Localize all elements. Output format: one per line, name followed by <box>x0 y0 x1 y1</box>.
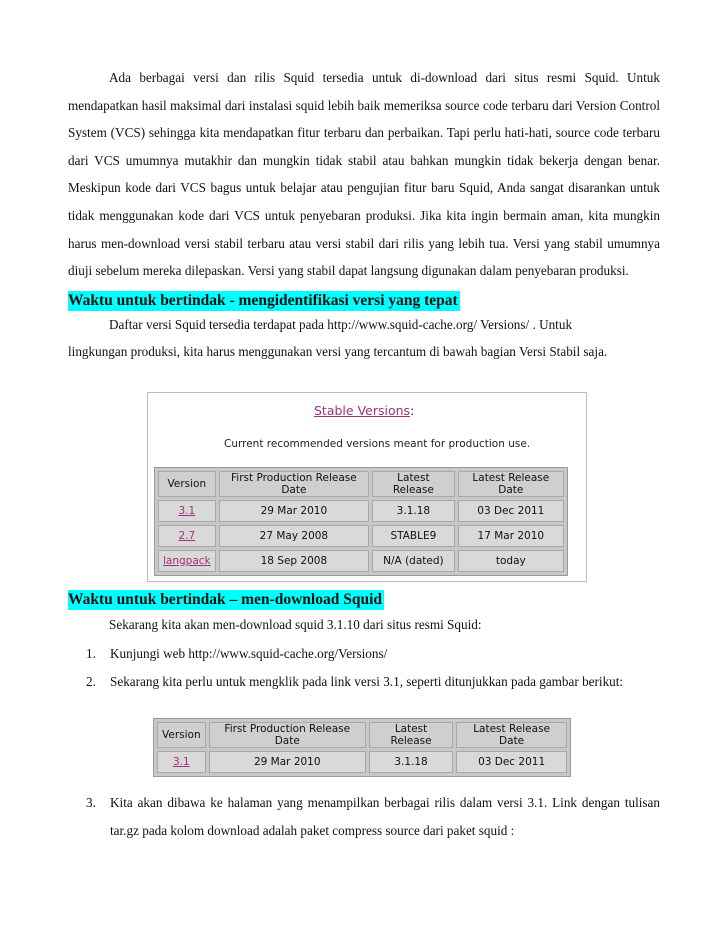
version-link-3-1[interactable]: 3.1 <box>172 756 190 768</box>
column-header-version: Version <box>158 471 216 497</box>
step-number: 3. <box>86 795 96 810</box>
section2-intro: Sekarang kita akan men-download squid 3.1.10 dari situs resmi Squid: <box>109 617 482 632</box>
table-cell: STABLE9 <box>372 525 455 547</box>
section1-line-1: Daftar versi Squid tersedia terdapat pada http://www.squid-cache.org/ Versions/ . Untuk <box>109 317 573 332</box>
column-header-latest-release-date: Latest Release Date <box>456 722 567 748</box>
download-steps-list-continued <box>68 789 660 844</box>
list-item <box>68 668 660 696</box>
list-item <box>68 640 660 668</box>
table-cell: 18 Sep 2008 <box>219 550 370 572</box>
version-cell <box>158 500 216 522</box>
column-header-latest-release-date: Latest Release Date <box>458 471 564 497</box>
table-header-row <box>158 471 564 497</box>
version-cell <box>158 525 216 547</box>
version-cell <box>157 751 206 773</box>
table-row <box>157 751 567 773</box>
download-steps-list <box>68 640 660 695</box>
title-colon: : <box>410 403 415 418</box>
column-header-latest-release: Latest Release <box>372 471 455 497</box>
table-cell: 03 Dec 2011 <box>456 751 567 773</box>
stable-versions-screenshot <box>147 392 587 582</box>
table-cell: today <box>458 550 564 572</box>
stable-versions-subtitle: Current recommended versions meant for production use. <box>224 438 531 450</box>
column-header-first-release-date: First Production Release Date <box>219 471 370 497</box>
step-text: Kunjungi web http://www.squid-cache.org/Versions/ <box>110 646 388 661</box>
table-cell: 3.1.18 <box>372 500 455 522</box>
stable-versions-link[interactable]: Stable Versions <box>314 403 411 418</box>
step-text: Sekarang kita perlu untuk mengklik pada link versi 3.1, seperti ditunjukkan pada gambar berikut: <box>110 673 624 689</box>
version-cell <box>158 550 216 572</box>
table-cell: 03 Dec 2011 <box>458 500 564 522</box>
column-header-first-release-date: First Production Release Date <box>209 722 366 748</box>
table-header-row <box>157 722 567 748</box>
stable-versions-title <box>314 403 414 418</box>
intro-paragraph <box>68 64 660 285</box>
version-3-1-table <box>153 718 571 777</box>
intro-paragraph-text: Ada berbagai versi dan rilis Squid tersedia untuk di-download dari situs resmi Squid. Untuk mendapatkan hasil maksimal dari instalasi squid lebih baik memeriksa source code terbaru dari Version Control System (VCS) sehingga kita mendapatkan fitur terbaru dan perbaikan. Tapi perlu hati-hati, source code terbaru dari VCS umumnya mutakhir dan mungkin tidak stabil atau bahkan mungkin tidak bekerja dengan benar. Meskipun kode dari VCS bagus untuk belajar atau pengujian fitur baru Squid, Anda sangat disarankan untuk tidak menggunakan kode dari VCS untuk penyebaran produksi. Jika kita ingin bermain aman, kita mungkin harus men-download versi stabil terbaru atau versi stabil dari rilis yang lebih tua. Versi yang stabil umumnya diuji sebelum mereka dilepaskan. Versi yang stabil dapat langsung digunakan dalam penyebaran produksi. <box>68 70 660 279</box>
step-number: 1. <box>86 646 96 661</box>
table-cell: 27 May 2008 <box>219 525 370 547</box>
column-header-version: Version <box>157 722 206 748</box>
table-cell: 29 Mar 2010 <box>219 500 370 522</box>
step-number: 2. <box>86 673 96 689</box>
list-item <box>68 789 660 844</box>
stable-versions-table <box>154 467 568 576</box>
table-row <box>158 525 564 547</box>
table-cell: N/A (dated) <box>372 550 455 572</box>
table-cell: 29 Mar 2010 <box>209 751 366 773</box>
section-heading-identify-version: Waktu untuk bertindak - mengidentifikasi versi yang tepat <box>68 292 458 309</box>
table-row <box>158 500 564 522</box>
section1-line-2: lingkungan produksi, kita harus menggunakan versi yang tercantum di bawah bagian Versi Stabil saja. <box>68 344 608 359</box>
version-link-2-7[interactable]: 2.7 <box>178 530 196 542</box>
table-row <box>158 550 564 572</box>
table-cell: 3.1.18 <box>369 751 453 773</box>
version-link-3-1[interactable]: 3.1 <box>178 505 196 517</box>
section-heading-download-squid: Waktu untuk bertindak – men-download Squid <box>68 591 382 608</box>
version-link-langpack[interactable]: langpack <box>163 555 211 567</box>
table-cell: 17 Mar 2010 <box>458 525 564 547</box>
column-header-latest-release: Latest Release <box>369 722 453 748</box>
step-text: Kita akan dibawa ke halaman yang menampilkan berbagai rilis dalam versi 3.1. Link dengan tulisan tar.gz pada kolom download adalah paket compress source dari paket squid : <box>110 795 660 838</box>
